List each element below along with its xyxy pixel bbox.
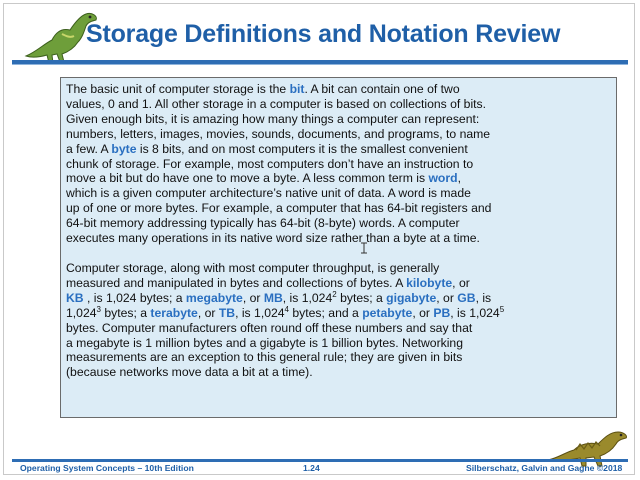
body-text: , or	[452, 275, 470, 290]
footer-book-title: Operating System Concepts – 10th Edition	[20, 463, 194, 473]
body-text: , or	[412, 305, 434, 320]
page-number: 1.24	[303, 463, 320, 473]
body-text: , is 1,024	[450, 305, 500, 320]
keyword-term: KB	[66, 290, 84, 305]
body-text: which is a given computer architecture’s native unit of data. A word is made	[66, 186, 471, 201]
body-text: chunk of storage. For example, most computers don’t have an instruction to	[66, 156, 474, 171]
body-text: Given enough bits, it is amazing how many things a computer can represent:	[66, 111, 480, 126]
keyword-term: TB	[218, 305, 236, 320]
body-text: 1,024	[66, 305, 97, 320]
footer-authors: Silberschatz, Galvin and Gagne ©2018	[466, 463, 623, 473]
body-text: , is	[475, 290, 492, 305]
keyword-term: byte	[111, 141, 137, 156]
body-text: measured and manipulated in bytes and collections of bytes. A	[66, 275, 407, 290]
body-text: up of one or more bytes. For example, a computer that has 64-bit registers and	[66, 201, 492, 216]
keyword-term: MB	[263, 290, 283, 305]
body-text: , is 1,024	[282, 290, 333, 305]
text-cursor-icon	[360, 242, 368, 254]
body-text: , is 1,024	[235, 305, 285, 320]
body-text: numbers, letters, images, movies, sounds, documents, and programs, to name	[66, 126, 491, 141]
body-text: ,	[457, 171, 461, 186]
body-text: move a bit but do have one to move a byte. A less common term is	[66, 171, 429, 186]
body-text: bytes; a	[336, 290, 387, 305]
body-text: , or	[197, 305, 219, 320]
body-text: The basic unit of computer storage is the	[66, 82, 290, 96]
paragraph-bits-bytes-words	[66, 82, 491, 246]
keyword-term: kilobyte	[406, 275, 453, 290]
exponent: 2	[332, 289, 337, 299]
exponent: 4	[284, 304, 289, 314]
body-text: a few. A	[66, 141, 112, 156]
body-text: , or	[436, 290, 458, 305]
body-text: Computer storage, along with most computer throughput, is generally	[66, 261, 440, 275]
keyword-term: PB	[433, 305, 451, 320]
keyword-term: petabyte	[362, 305, 413, 320]
body-text: , is 1,024 bytes; a	[83, 290, 186, 305]
body-text: values, 0 and 1. All other storage in a computer is based on collections of bits.	[66, 96, 487, 111]
keyword-term: word	[428, 171, 458, 186]
exponent: 5	[499, 304, 505, 314]
keyword-term: GB	[457, 290, 476, 305]
body-text: bytes; and a	[289, 305, 363, 320]
title-divider	[12, 60, 628, 65]
content-box	[60, 77, 617, 418]
body-text: a megabyte is 1 million bytes and a gigabyte is 1 billion bytes. Networking	[66, 335, 463, 350]
body-text: bytes; a	[100, 305, 151, 320]
body-text: executes many operations in its native word size rather than a byte at a time.	[66, 231, 480, 246]
body-text: . A bit can contain one of two	[304, 82, 460, 96]
keyword-term: gigabyte	[386, 290, 437, 305]
paragraph-storage-units	[66, 261, 504, 380]
keyword-term: terabyte	[150, 305, 198, 320]
footer-divider	[12, 459, 628, 462]
body-text: 64-bit memory addressing typically has 64-bit (8-byte) words. A computer	[66, 216, 460, 231]
keyword-term: bit	[289, 82, 305, 96]
body-text: is 8 bits, and on most computers it is the smallest convenient	[136, 141, 468, 156]
body-text: bytes. Computer manufacturers often round off these numbers and say that	[66, 320, 473, 335]
body-text: , or	[242, 290, 264, 305]
exponent: 3	[96, 304, 101, 314]
keyword-term: megabyte	[185, 290, 243, 305]
body-text: (because networks move data a bit at a time).	[66, 365, 313, 380]
slide-title: Storage Definitions and Notation Review	[86, 20, 561, 48]
body-text: measurements are an exception to this general rule; they are given in bits	[66, 350, 463, 365]
